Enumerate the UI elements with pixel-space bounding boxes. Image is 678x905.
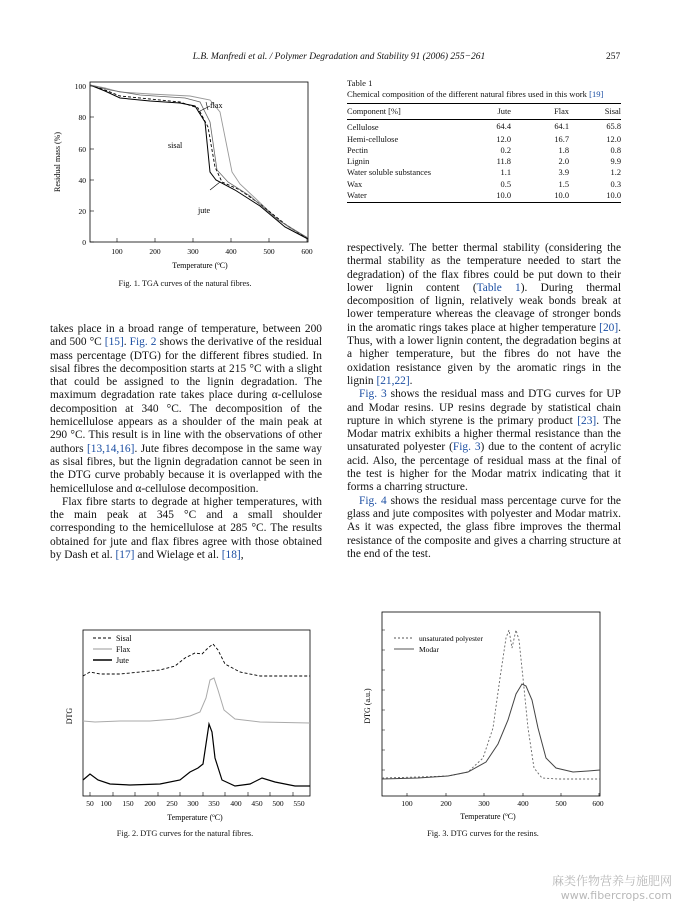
fig2-xtick: 250 <box>166 799 178 808</box>
fig2-plot <box>50 628 320 828</box>
fig2-curve-jute <box>83 724 310 786</box>
fig1-curve-jute <box>90 85 308 239</box>
fig2-legend-sisal: Sisal <box>116 634 132 643</box>
ref-link[interactable]: [15] <box>104 336 124 349</box>
fig1-xtick: 400 <box>225 247 237 256</box>
fig2-xtick: 550 <box>293 799 305 808</box>
fig3-curve-modar <box>382 684 600 779</box>
fig1-ytick: 60 <box>78 145 86 154</box>
watermark-line-1: 麻类作物营养与施肥网 <box>551 874 672 888</box>
fig3-xtick: 600 <box>592 799 604 808</box>
figure-link[interactable]: Fig. 4 <box>359 494 387 507</box>
fig1-curve-extra <box>90 85 308 238</box>
fig2-x-ticks <box>86 792 305 808</box>
figure-3 <box>358 608 608 828</box>
fig2-xlabel: Temperature (ºC) <box>167 813 223 822</box>
right-paragraph-1: respectively. The better thermal stability (considering the thermal stability as the temperature needed to start the degradation) of the flax fibres could be put down to their lower lignin content (Table 1). During thermal decomposition of lignin, relatively weak bonds break at lower temperature whereas the cleavage of stronger bonds in the aromatic rings takes place at higher temperature [20]. Thus, with a lower lignin content, the degradation begins at a higher temperature, but the fibres do not have the oxidation resistance given by the aromatic rings in the lignin [21,22]. <box>347 242 621 387</box>
fig1-xlabel: Temperature (ºC) <box>172 261 228 270</box>
right-column-text <box>347 242 621 561</box>
figure-link[interactable]: Fig. 3 <box>359 388 387 401</box>
fig1-xtick: 600 <box>301 247 313 256</box>
fig3-xtick: 200 <box>440 799 452 808</box>
fig3-xtick: 100 <box>401 799 413 808</box>
fig3-x-ticks <box>401 793 604 808</box>
left-paragraph-2: Flax fibre starts to degrade at higher temperatures, with the main peak at 345 °C and a small shoulder corresponding to the hemicellulose at 285 °C. The results obtained for jute and flax fibres agree with those obtained by Dash et al. [17] and Wielage et al. [18], <box>50 495 322 562</box>
figure-link[interactable]: Fig. 2 <box>129 336 157 349</box>
table1-label: Table 1 <box>347 78 373 88</box>
fig3-ylabel: DTG (a.u.) <box>363 688 372 724</box>
fig3-xtick: 300 <box>478 799 490 808</box>
fig3-xtick: 400 <box>517 799 529 808</box>
fig3-caption: Fig. 3. DTG curves for the resins. <box>427 829 539 838</box>
ref-link[interactable]: [18] <box>221 549 241 562</box>
fig2-ylabel: DTG <box>65 707 74 725</box>
ref-link[interactable]: [23] <box>577 414 597 427</box>
fig2-xtick: 450 <box>251 799 263 808</box>
table-row: Wax 0.5 1.5 0.3 <box>347 179 621 189</box>
ref-link[interactable]: [20] <box>599 321 619 334</box>
fig2-xtick: 500 <box>272 799 284 808</box>
fig1-label-jute: jute <box>198 206 210 215</box>
left-column-text <box>50 323 322 562</box>
table1-title: Chemical composition of the different natural fibres used in this work [19] <box>347 89 604 99</box>
table1-col-jute: Jute <box>463 104 511 120</box>
fig3-y-ticks <box>382 630 385 770</box>
fig1-label-flax: flax <box>210 101 223 110</box>
fig1-ylabel: Residual mass (%) <box>53 132 62 192</box>
page-number: 257 <box>606 52 621 62</box>
table1-grid <box>347 103 621 203</box>
table1-col-flax: Flax <box>511 104 569 120</box>
table1-col-component: Component [%] <box>347 104 463 120</box>
fig1-ytick: 80 <box>78 113 86 122</box>
right-paragraph-3: Fig. 4 shows the residual mass percentage curve for the glass and jute composites with polyester and Modar matrix. As it was expected, the glass fibre improves the thermal resistance of the composite and gives a charring structure at the end of the test. <box>347 494 621 560</box>
fig2-legend-flax: Flax <box>116 645 131 654</box>
fig2-xtick: 100 <box>100 799 112 808</box>
fig3-legend-up: unsaturated polyester <box>419 634 483 643</box>
table-row: Pectin 0.2 1.8 0.8 <box>347 145 621 155</box>
fig1-ytick: 0 <box>82 238 86 247</box>
fig2-xtick: 300 <box>187 799 199 808</box>
fig3-plot <box>358 608 608 828</box>
fig2-caption: Fig. 2. DTG curves for the natural fibres. <box>116 829 254 838</box>
left-paragraph-1: takes place in a broad range of temperature, between 200 and 500 °C [15]. Fig. 2 shows the derivative of the residual mass percentage (DTG) for the different fibres studied. In sisal fibres the decomposition starts at 215 °C with a slight that could be assigned to the lignin degradation. The maximum degradation rate takes place during α-cellulose decomposition at 340 °C. The decomposition of the hemicellulose appears as a shoulder of the main peak at 290 °C. This result is in line with the observations of other authors [13,14,16]. Jute fibres decompose in the same way as sisal fibres, but the lignin degradation cannot be seen in the DTG curve probably because it is overlapped with the hemicellulose and α-cellulose decomposition. <box>50 323 323 495</box>
fig1-label-sisal: sisal <box>168 141 183 150</box>
table-row: Lignin 11.8 2.0 9.9 <box>347 157 621 167</box>
fig3-xlabel: Temperature (ºC) <box>460 812 516 821</box>
fig1-x-ticks <box>111 238 313 256</box>
table1-col-sisal: Sisal <box>569 104 621 120</box>
table-link[interactable]: Table 1 <box>476 281 521 294</box>
ref-link[interactable]: [21,22] <box>376 374 410 387</box>
table1-header-row <box>347 104 621 120</box>
fig1-curve-sisal <box>90 85 308 239</box>
fig2-legend-jute: Jute <box>116 656 129 665</box>
table-row: Cellulose 64.4 64.1 65.8 <box>347 122 621 133</box>
fig2-curve-flax <box>83 678 310 723</box>
fig1-xtick: 500 <box>263 247 275 256</box>
fig1-caption: Fig. 1. TGA curves of the natural fibres. <box>118 279 252 288</box>
fig3-legend <box>394 634 483 654</box>
fig1-xtick: 300 <box>187 247 199 256</box>
fig1-curve-flax <box>90 85 308 238</box>
ref-link[interactable]: [17] <box>115 549 135 562</box>
fig2-xtick: 350 <box>208 799 220 808</box>
watermark <box>480 872 672 902</box>
watermark-line-2: www.fibercrops.com <box>560 889 672 902</box>
fig3-curve-up <box>382 630 600 779</box>
fig3-legend-modar: Modar <box>419 645 439 654</box>
fig1-xtick: 100 <box>111 247 123 256</box>
right-paragraph-2: Fig. 3 shows the residual mass and DTG curves for UP and Modar resins. UP resins degrade by statistical chain rupture in which styrene is the primary product [23]. The Modar matrix exhibits a higher thermal resistance than the unsaturated polyester (Fig. 3) due to the content of acrylic acid. Also, the percentage of residual mass at the final of the test is higher for the Modar matrix indicating that it forms a charring structure. <box>347 388 621 494</box>
figure-link[interactable]: Fig. 3 <box>452 441 481 454</box>
fig1-xtick: 200 <box>149 247 161 256</box>
fig2-xtick: 150 <box>122 799 134 808</box>
fig1-ytick: 20 <box>78 207 86 216</box>
fig3-frame <box>382 612 600 796</box>
figure-2 <box>50 628 320 828</box>
fig1-ytick: 40 <box>78 176 86 185</box>
fig2-xtick: 50 <box>86 799 94 808</box>
running-title: L.B. Manfredi et al. / Polymer Degradation and Stability 91 (2006) 255−261 <box>192 52 486 62</box>
table-1 <box>347 78 621 203</box>
fig2-xtick: 400 <box>230 799 242 808</box>
fig2-xtick: 200 <box>144 799 156 808</box>
table-row: Hemi-cellulose 12.0 16.7 12.0 <box>347 134 621 144</box>
fig1-y-ticks <box>75 82 94 247</box>
fig3-xtick: 500 <box>555 799 567 808</box>
fig1-plot <box>50 72 340 302</box>
fig2-legend <box>93 634 132 665</box>
table1-title-ref: [19] <box>589 89 604 99</box>
fig1-ytick: 100 <box>74 82 86 91</box>
figure-1 <box>50 72 340 302</box>
table-row: Water 10.0 10.0 10.0 <box>347 190 621 203</box>
table-row: Water soluble substances 1.1 3.9 1.2 <box>347 168 621 178</box>
ref-link[interactable]: [13,14,16] <box>86 442 135 455</box>
